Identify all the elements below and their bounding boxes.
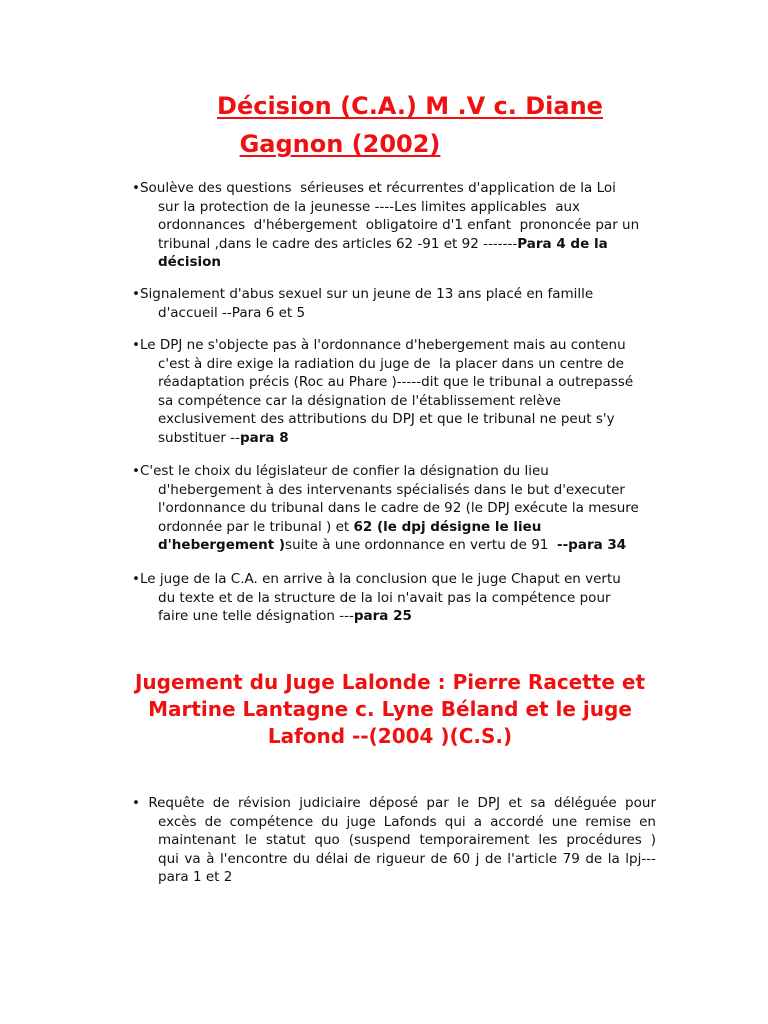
bullet5-line1: •Le juge de la C.A. en arrive à la conclusion que le juge Chaput en vertu (132, 571, 621, 587)
bullet-paragraph-3 (132, 336, 672, 447)
bullet6-line3: maintenant le statut quo (suspend temporairement les procédures ) (158, 832, 656, 848)
bullet6-line4: qui va à l'encontre du délai de rigueur de 60 j de l'article 79 de la lpj--- (158, 850, 656, 867)
bullet4-bold-a: 62 (le dpj désigne le lieu (353, 518, 542, 535)
bullet-paragraph-2 (132, 285, 672, 322)
bullet4-line2: d'hebergement à des intervenants spécialisés dans le but d'executer (158, 481, 625, 498)
bullet4-line3: l'ordonnance du tribunal dans le cadre de 92 (le DPJ exécute la mesure (158, 500, 639, 516)
bullet5-line3 (132, 607, 672, 626)
section2-title-line3: Lafond --(2004 )(C.S.) (267, 724, 513, 748)
bullet3-line3: réadaptation précis (Roc au Phare )-----dit que le tribunal a outrepassé (158, 374, 634, 390)
bullet3-line6-text: substituer -- (158, 429, 240, 446)
bullet3-line4: sa compétence car la désignation de l'établissement relève (158, 392, 561, 409)
bullet1-line3: ordonnances d'hébergement obligatoire d'1 enfant prononcée par un (158, 217, 640, 233)
bullet1-line4-text: tribunal ,dans le cadre des articles 62 -91 et 92 ------- (158, 235, 518, 252)
bullet-paragraph-5 (132, 570, 672, 626)
section2-title-line2: Martine Lantagne c. Lyne Béland et le juge (148, 697, 632, 721)
bullet3-line5: exclusivement des attributions du DPJ et que le tribunal ne peut s'y (158, 411, 615, 427)
bullet5-bold-ref: para 25 (353, 608, 412, 624)
bullet-paragraph-1 (132, 179, 672, 272)
bullet5-line3-text: faire une telle désignation --- (158, 608, 354, 624)
bullet6-line5: para 1 et 2 (158, 869, 233, 885)
bullet5-line2: du texte et de la structure de la loi n'avait pas la compétence pour (158, 589, 611, 606)
bullet1-line1: •Soulève des questions sérieuses et récurrentes d'application de la Loi (132, 180, 616, 196)
section1-title-line1: Décision (C.A.) M .V c. Diane (217, 92, 603, 120)
bullet1-bold-ref: Para 4 de la (517, 235, 608, 252)
bullet1-line4 (132, 235, 672, 254)
bullet2-line1: •Signalement d'abus sexuel sur un jeune de 13 ans placé en famille (132, 286, 594, 302)
bullet4-line1: •C'est le choix du législateur de confier la désignation du lieu (132, 463, 549, 479)
bullet4-tail-text: suite à une ordonnance en vertu de 91 (285, 537, 557, 553)
bullet4-line4 (132, 518, 672, 537)
bullet3-line2: c'est à dire exige la radiation du juge de la placer dans un centre de (158, 355, 624, 372)
bullet4-bold-b: d'hebergement ) (158, 537, 286, 553)
bullet3-line6 (132, 429, 672, 448)
bullet-paragraph-4 (132, 462, 672, 555)
bullet3-bold-ref: para 8 (239, 429, 289, 446)
bullet-paragraph-6 (132, 794, 656, 887)
bullet4-line4-text: ordonnée par le tribunal ) et (158, 518, 354, 535)
bullet6-line2: excès de compétence du juge Lafonds qui a accordé une remise en (158, 813, 656, 830)
bullet6-line1: • Requête de révision judiciaire déposé par le DPJ et sa déléguée pour (132, 795, 656, 811)
bullet3-line1: •Le DPJ ne s'objecte pas à l'ordonnance d'hebergement mais au contenu (132, 337, 626, 353)
bullet4-bold-end: --para 34 (556, 537, 627, 553)
bullet1-bold-line: décision (158, 254, 221, 270)
bullet1-line2: sur la protection de la jeunesse ----Les limites applicables aux (158, 198, 581, 215)
section2-title-line1: Jugement du Juge Lalonde : Pierre Racette et (134, 670, 646, 694)
section1-title-line2: Gagnon (2002) (239, 130, 441, 158)
bullet2-line2: d'accueil --Para 6 et 5 (158, 304, 306, 321)
bullet4-line5 (132, 536, 672, 555)
